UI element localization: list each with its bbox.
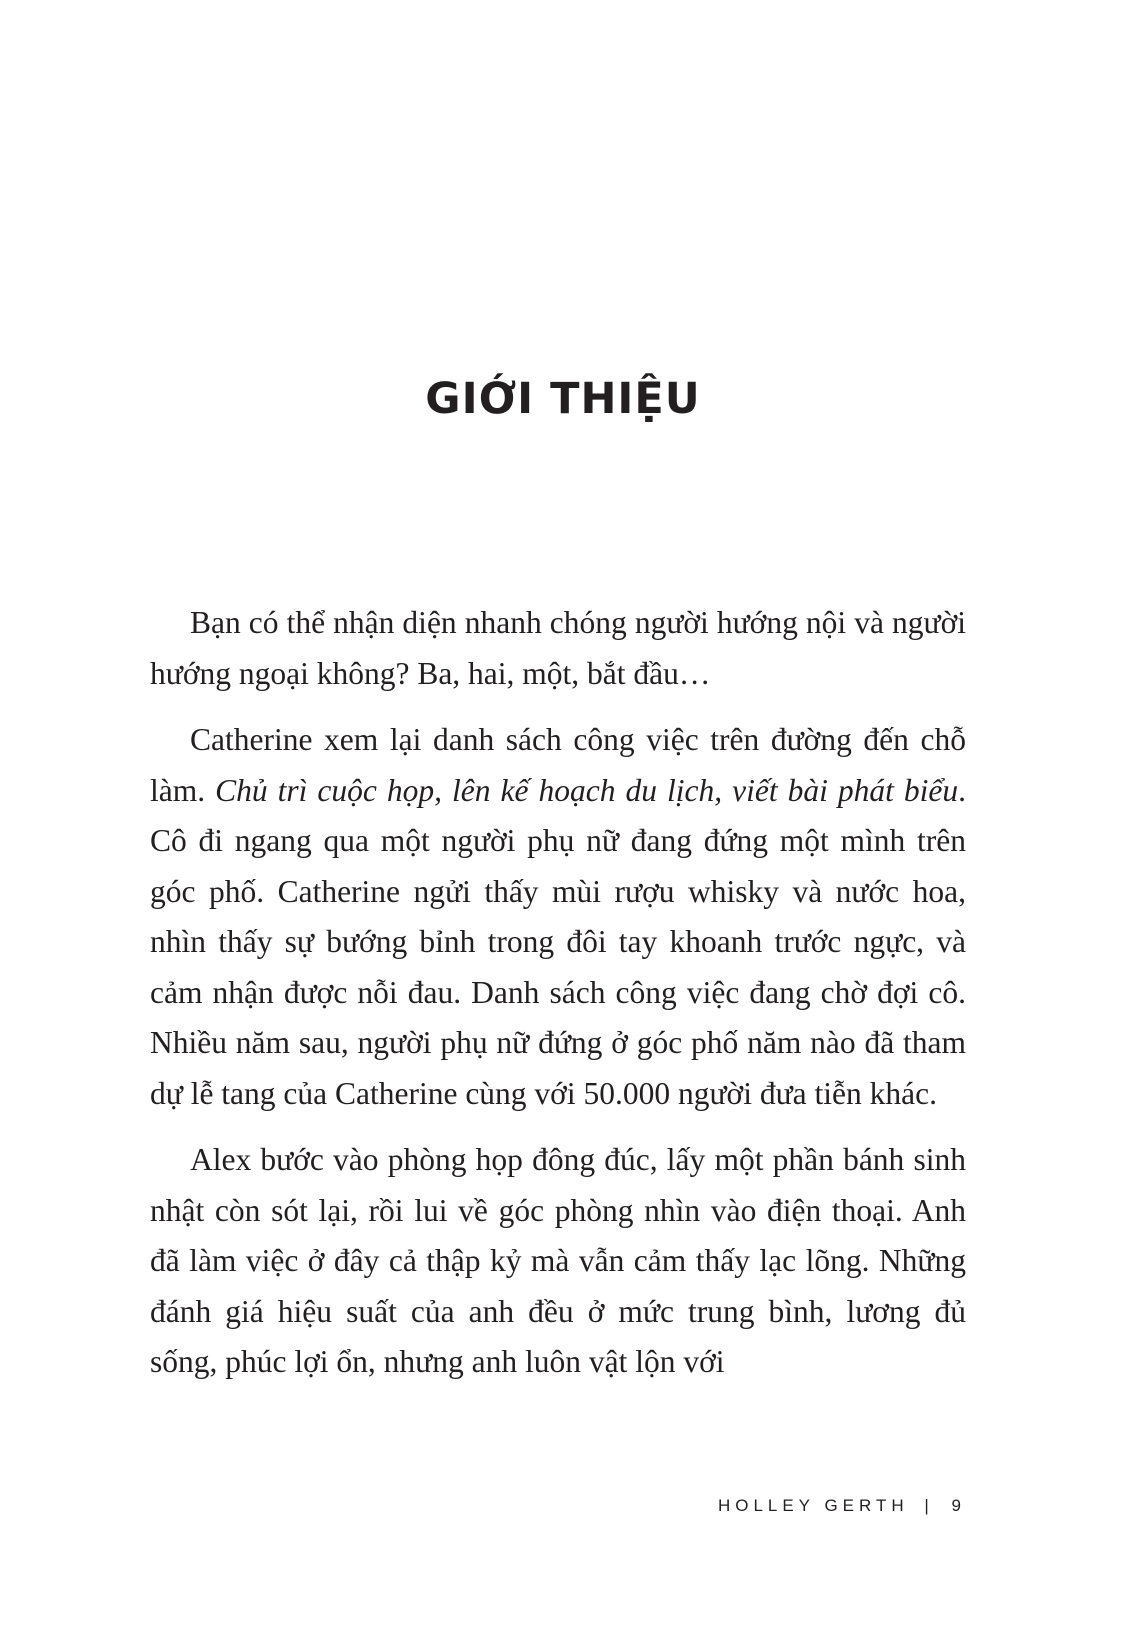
chapter-title: GIỚI THIỆU bbox=[425, 374, 701, 424]
body-text bbox=[150, 598, 966, 1404]
paragraph-2 bbox=[150, 715, 966, 1119]
paragraph-1: Bạn có thể nhận diện nhanh chóng người hướng nội và người hướng ngoại không? Ba, hai, một, bắt đầu… bbox=[150, 605, 966, 691]
page-number: 9 bbox=[951, 1496, 966, 1515]
paragraph-2-end: . Cô đi ngang qua một người phụ nữ đang đứng một mình trên góc phố. Catherine ngửi thấy mùi rượu whisky và nước hoa, nhìn thấy sự bướng bỉnh trong đôi tay khoanh trước ngực, và cảm nhận được nỗi đau. Danh sách công việc đang chờ đợi cô. Nhiều năm sau, người phụ nữ đứng ở góc phố năm nào đã tham dự lễ tang của Catherine cùng với 50.000 người đưa tiễn khác. bbox=[150, 772, 966, 1111]
page-footer bbox=[718, 1496, 966, 1516]
footer-separator: | bbox=[924, 1496, 934, 1515]
paragraph-3: Alex bước vào phòng họp đông đúc, lấy một phần bánh sinh nhật còn sót lại, rồi lui về góc phòng nhìn vào điện thoại. Anh đã làm việc ở đây cả thập kỷ mà vẫn cảm thấy lạc lõng. Những đánh giá hiệu suất của anh đều ở mức trung bình, lương đủ sống, phúc lợi ổn, nhưng anh luôn vật lộn với bbox=[150, 1142, 966, 1379]
paragraph-2-italic: Chủ trì cuộc họp, lên kế hoạch du lịch, viết bài phát biểu bbox=[215, 772, 959, 808]
footer-author: HOLLEY GERTH bbox=[717, 1496, 909, 1515]
paragraph-2-start: Catherine xem lại danh sách công việc trên đường đến chỗ làm. bbox=[150, 722, 966, 808]
